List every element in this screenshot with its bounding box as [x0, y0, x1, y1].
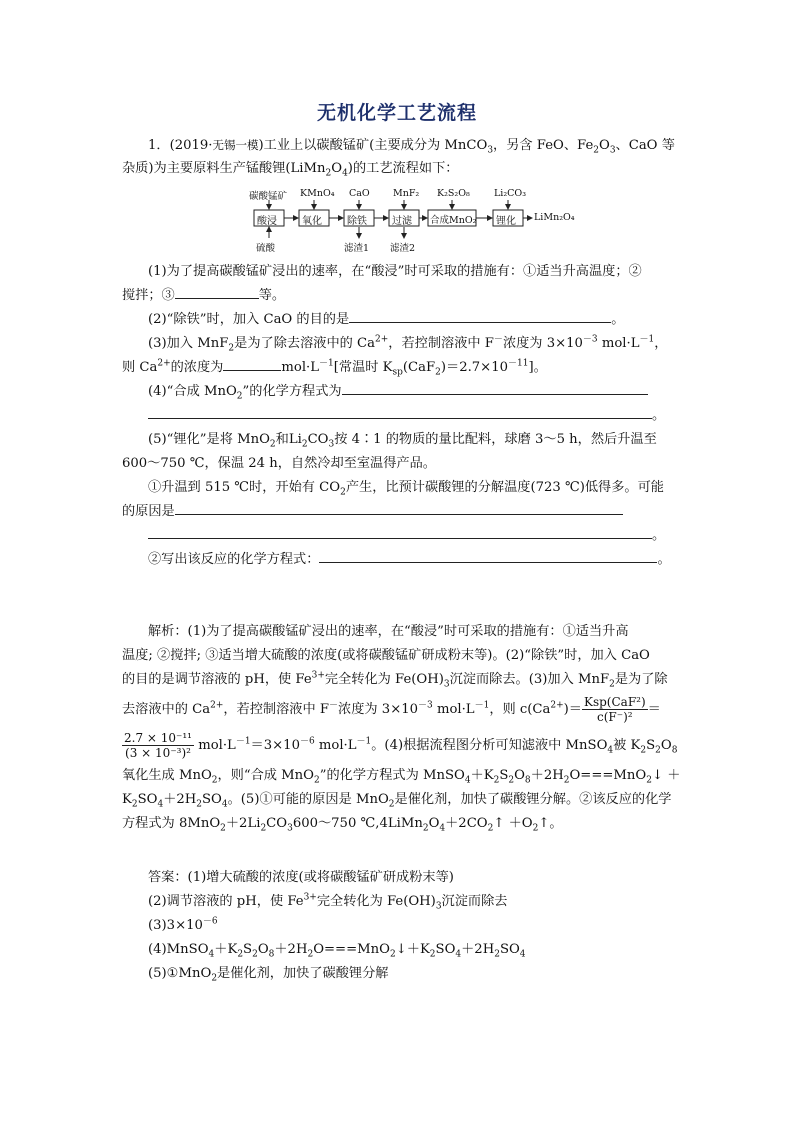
- flow-output-label: 硫酸: [256, 243, 276, 254]
- flow-input-label: KMnO₄: [300, 188, 335, 199]
- answer-blank: [148, 404, 652, 419]
- flow-input-label: 碳酸锰矿: [249, 191, 288, 202]
- flow-input-label: Li₂CO₃: [494, 188, 527, 199]
- answer-blank: [349, 308, 611, 323]
- ksp-fraction: $\frac{\text{Ksp(CaF²)}}{\text{c(F⁻)²}}$: [584, 695, 646, 724]
- answer-blank: [342, 380, 648, 395]
- flow-step: 过滤: [392, 216, 412, 227]
- process-flow-diagram: [248, 190, 578, 254]
- flow-step: 氧化: [302, 216, 322, 227]
- flow-input-label: MnF₂: [393, 188, 420, 199]
- flow-output-label: 滤渣2: [390, 243, 416, 254]
- answer-blank: [175, 284, 259, 299]
- answer-blank: [319, 548, 657, 563]
- flow-step: 锂化: [496, 216, 516, 227]
- page-title: 无机化学工艺流程: [316, 102, 477, 124]
- flow-output-label: 滤渣1: [344, 243, 370, 254]
- question-body: (1)为了提高碳酸锰矿浸出的速率，在“酸浸”时可采取的措施有：①适当升高温度；② 搅拌；③ 等。 (2)“除铁”时，加入 CaO 的目的是 。 (3)加入 MnF$_2$是为了除去溶液中的 $Ca^{2+}$，若控制溶液中 F－浓度为 $3\times 10^{-3}$ $mol\cdot L^{-1}$， 则 $Ca^{2+}$的浓度为 $mol\cdot L^{-1}$[常温时 $K_{sp}(CaF_2)=2.7\times 10^{-11}$]。 (4)“合成 MnO$_2$”的化学方程式为 。 (5)“锂化”是将 MnO$_2$和$Li_2CO_3$按 4∶1 的物质的量比配料，球磨 3～5 h，然后升温至 600～750 ℃，保温 24 h，自然冷却至室温得产品。 ①升温到 515 ℃时，开始有 $CO_2$产生，比预计碳酸锂的分解温度(723 ℃)低得多。可能 的原因是 。 ②写出该反应的化学方程式： 。: [122, 264, 671, 567]
- flow-input-label: K₂S₂O₈: [437, 188, 470, 199]
- answer-blank: [223, 356, 281, 371]
- flow-step: 合成MnO₂: [430, 215, 477, 226]
- flow-step: 酸浸: [257, 216, 277, 227]
- flow-product: LiMn₂O₄: [534, 212, 575, 223]
- answer-blank: [175, 500, 623, 515]
- answer-section: 答案：(1)增大硫酸的浓度(或将碳酸锰矿研成粉末等) (2)调节溶液的 pH，使 $Fe^{3+}$完全转化为 $Fe(OH)_3$沉淀而除去 $(3)3\times 10^{-6}$ $(4)MnSO_4+K_2S_2O_8+2H_2O===MnO_2↓+K_2SO_4+2H_2SO_4$ (5)①MnO$_2$是催化剂，加快了碳酸锂分解: [148, 870, 526, 984]
- value-fraction: $\frac{\text{2.7 × 10⁻¹¹}}{\text{(3 × 10⁻³)²}}$: [124, 731, 192, 760]
- solution-section: 解析：(1)为了提高碳酸锰矿浸出的速率，在“酸浸”时可采取的措施有：①适当升高 温度; ②搅拌; ③适当增大硫酸的浓度(或将碳酸锰矿研成粉末等)。(2)“除铁”时，加入 CaO 的目的是调节溶液的 pH，使 $Fe^{3+}$完全转化为 $Fe(OH)_3$沉淀而除去。(3)加入 MnF$_2$是为了除 去溶液中的 $Ca^{2+}$，若控制溶液中 F－浓度为 $3\times 10^{-3}$ $mol\cdot L^{-1}$，则 $c(Ca^{2+})=$ $\frac{\text{Ksp(CaF²)}}{\text{c(F⁻)²}}$ ＝ $\frac{\text{2.7 × 10⁻¹¹}}{\text{(3 × 10⁻³)²}}$ $mol\cdot L^{-1}=3\times 10^{-6}$ $mol\cdot L^{-1}$。(4)根据流程图分析可知滤液中 MnSO$_4$被 $K_2S_2O_8$ 氧化生成 MnO$_2$，则“合成 MnO$_2$”的化学方程式为 $MnSO_4+K_2S_2O_8+2H_2O===MnO_2↓$ ＋ $K_2SO_4+2H_2SO_4$。(5)①可能的原因是 MnO$_2$是催化剂，加快了碳酸锂分解。②该反应的化学 方程式为 $8MnO_2+2Li_2CO_3600\sim 750$ $℃,4LiMn_2O_4+2CO_2↑$ $+O_2↑$。: [122, 624, 681, 834]
- answer-blank: [148, 524, 652, 539]
- flow-step: 除铁: [347, 216, 367, 227]
- question-intro: 1．(2019·无锡一模)工业上以碳酸锰矿(主要成分为 MnCO$_3$，另含 FeO、$Fe_2O_3$、CaO 等 杂质)为主要原料生产锰酸锂$(LiMn_2O_4)$的工艺流程如下：: [122, 138, 675, 179]
- flow-input-label: CaO: [349, 188, 370, 199]
